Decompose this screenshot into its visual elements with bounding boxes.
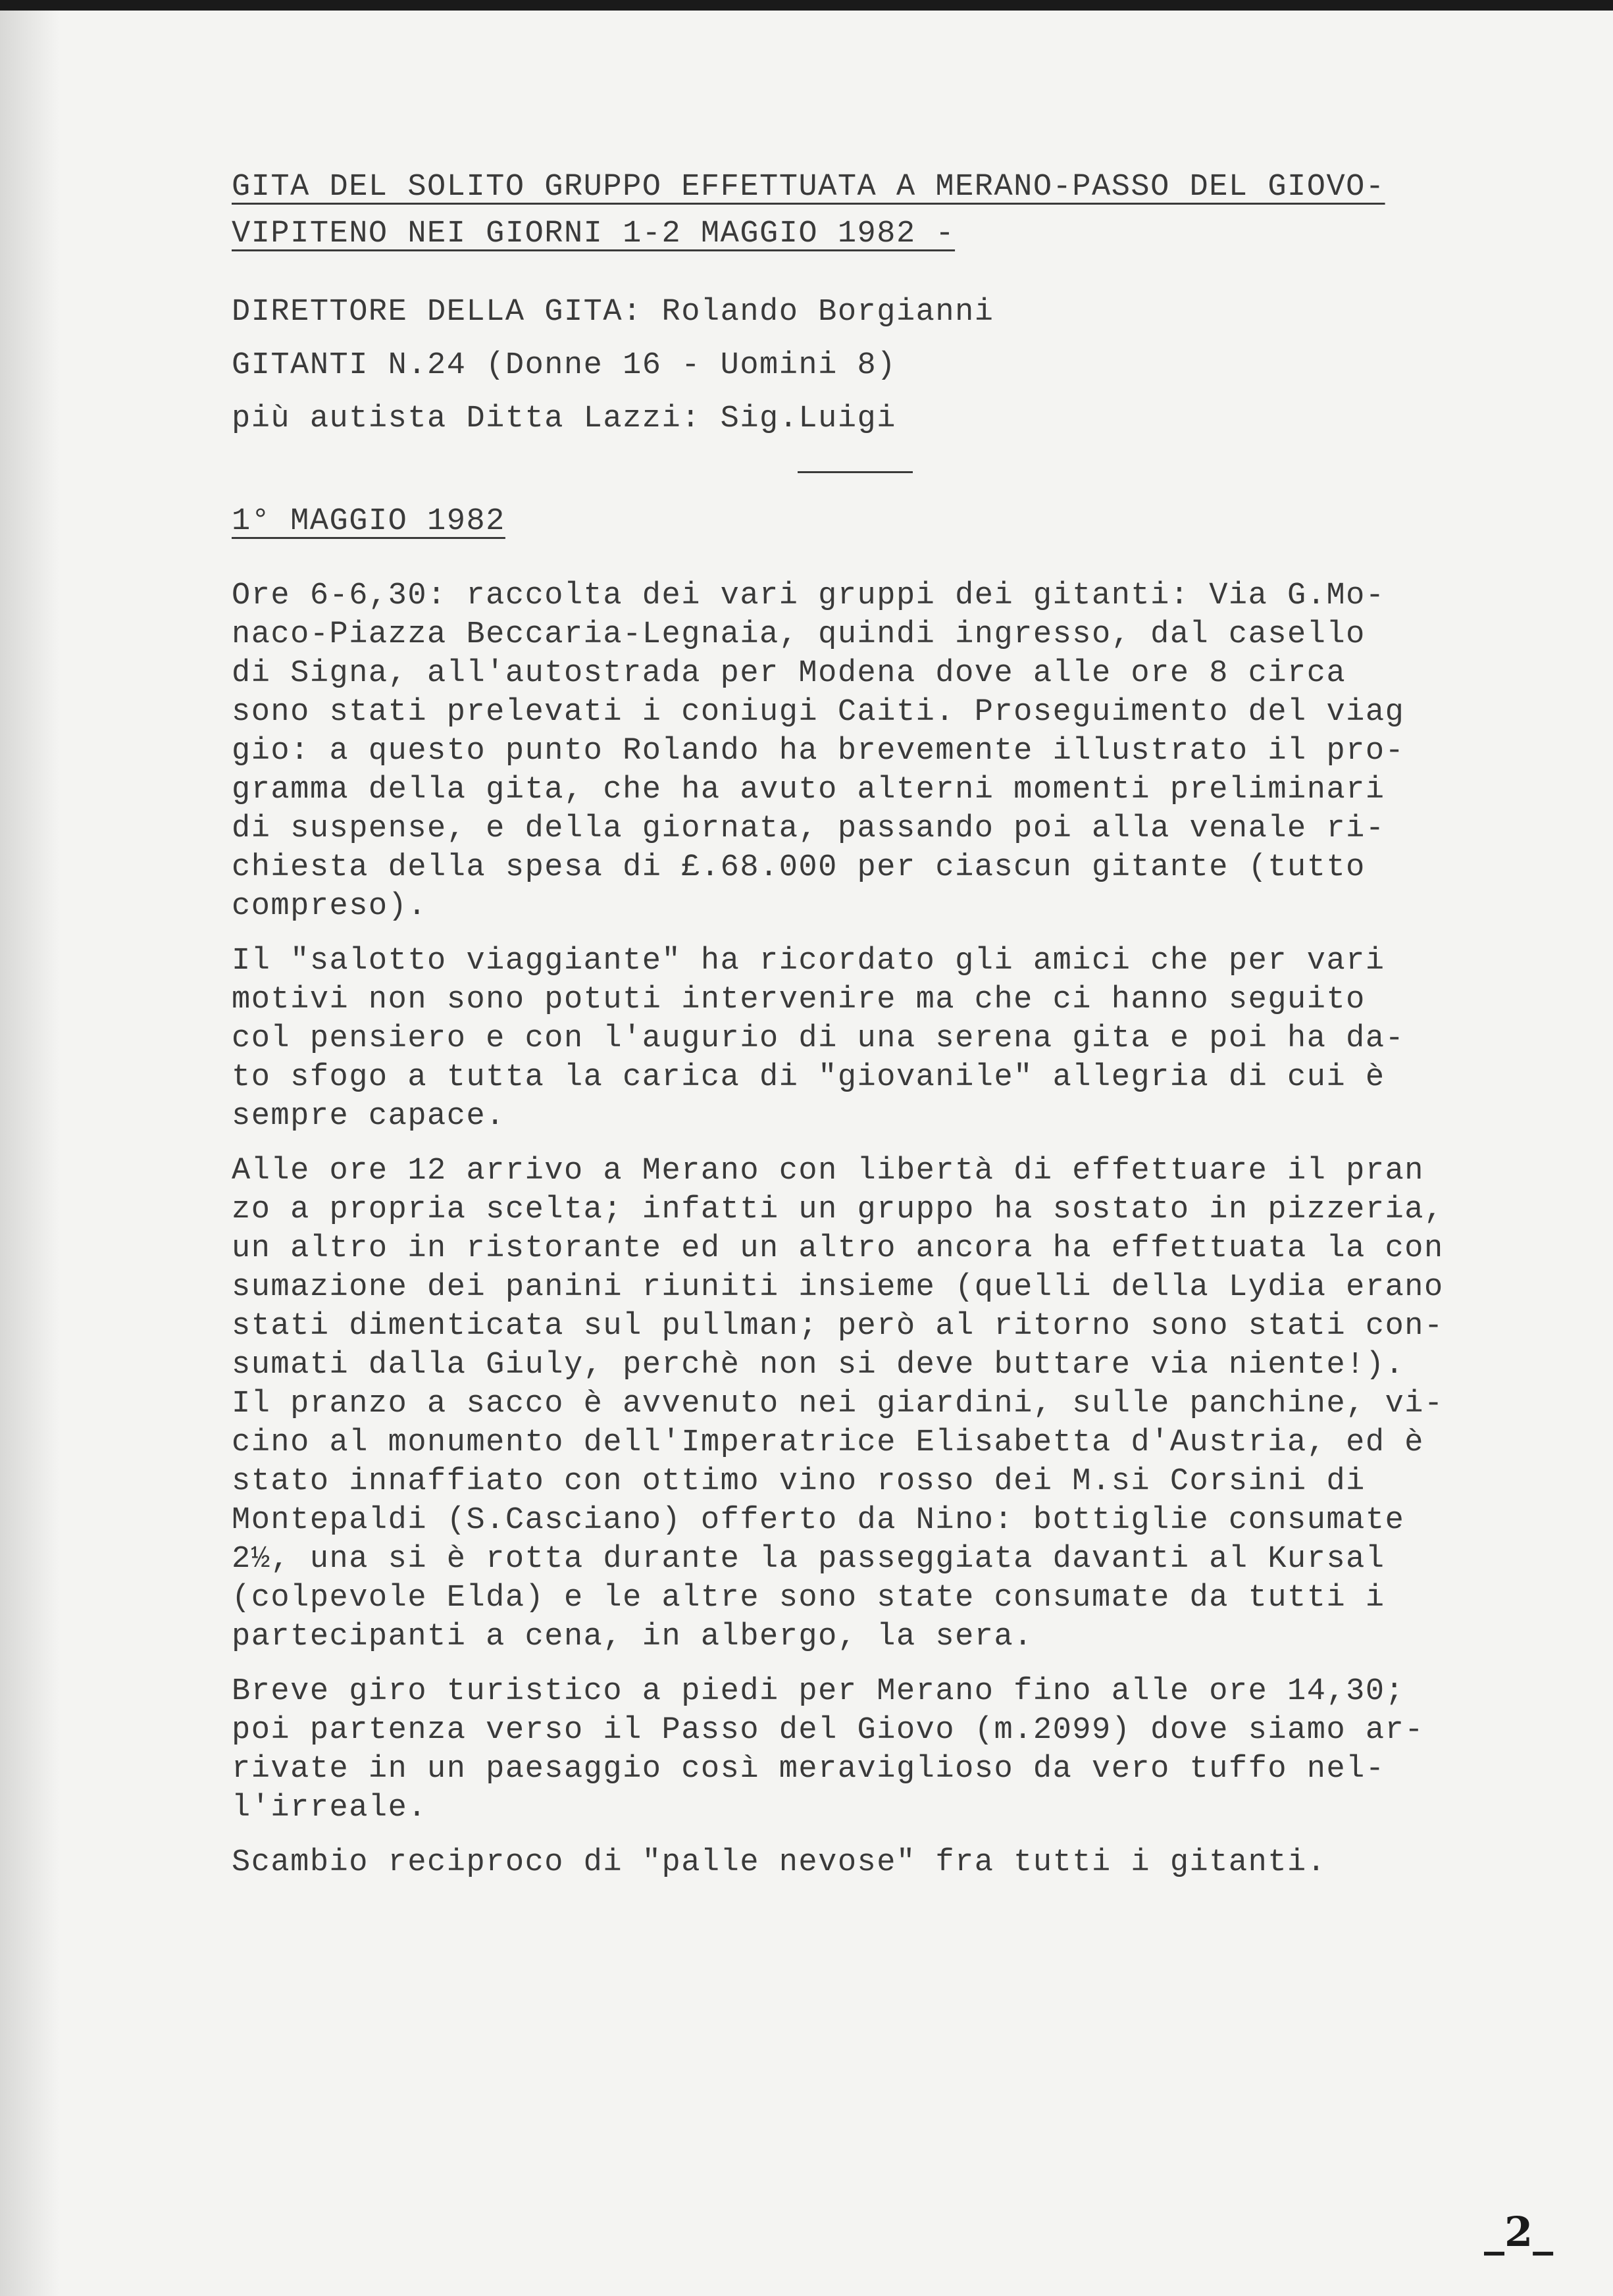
text-line: stato innaffiato con ottimo vino rosso dei M.si Corsini di — [232, 1464, 1366, 1499]
text-line: Montepaldi (S.Casciano) offerto da Nino: bottiglie consumate — [232, 1503, 1405, 1538]
text-line: sono stati prelevati i coniugi Caiti. Proseguimento del viag — [232, 695, 1405, 730]
page-number: _2_ — [1484, 2208, 1554, 2256]
text-line: Il pranzo a sacco è avvenuto nei giardini, sulle panchine, vi- — [232, 1387, 1444, 1421]
section-heading: 1° MAGGIO 1982 — [232, 504, 505, 539]
text-line: di suspense, e della giornata, passando poi alla venale ri- — [232, 811, 1385, 846]
text-line: Il "salotto viaggiante" ha ricordato gli amici che per vari — [232, 944, 1385, 979]
trip-driver: più autista Ditta Lazzi: Sig.Luigi — [232, 401, 896, 436]
text-line: sempre capace. — [232, 1099, 505, 1134]
scan-top-edge — [0, 0, 1613, 11]
text-line: poi partenza verso il Passo del Giovo (m.2099) dove siamo ar- — [232, 1713, 1424, 1748]
text-line: motivi non sono potuti intervenire ma che ci hanno seguito — [232, 982, 1366, 1017]
text-line: l'irreale. — [232, 1791, 428, 1825]
scan-left-shadow — [0, 11, 59, 2296]
text-line: cino al monumento dell'Imperatrice Elisabetta d'Austria, ed è — [232, 1425, 1424, 1460]
document-title — [232, 168, 1482, 253]
document-page — [232, 168, 1482, 1898]
text-line: 2½, una si è rotta durante la passeggiata davanti al Kursal — [232, 1542, 1385, 1577]
text-line: sumati dalla Giuly, perchè non si deve buttare via niente!). — [232, 1348, 1405, 1383]
document-body — [232, 576, 1482, 1882]
text-line: compreso). — [232, 889, 428, 924]
paragraph-2 — [232, 942, 1482, 1136]
text-line: Ore 6-6,30: raccolta dei vari gruppi dei gitanti: Via G.Mo- — [232, 578, 1385, 613]
text-line: gramma della gita, che ha avuto alterni momenti preliminari — [232, 773, 1385, 807]
text-line: to sfogo a tutta la carica di "giovanile" allegria di cui è — [232, 1060, 1385, 1095]
title-line-2: VIPITENO NEI GIORNI 1-2 MAGGIO 1982 - — [232, 217, 956, 251]
text-line: col pensiero e con l'augurio di una serena gita e poi ha da- — [232, 1021, 1405, 1056]
paragraph-3 — [232, 1152, 1482, 1656]
paragraph-4 — [232, 1672, 1482, 1827]
text-line: un altro in ristorante ed un altro ancora ha effettuata la con — [232, 1231, 1444, 1266]
trip-director: DIRETTORE DELLA GITA: Rolando Borgianni — [232, 295, 994, 330]
paragraph-1 — [232, 576, 1482, 926]
text-line: zo a propria scelta; infatti un gruppo ha sostato in pizzeria, — [232, 1192, 1444, 1227]
text-line: di Signa, all'autostrada per Modena dove alle ore 8 circa — [232, 656, 1346, 691]
text-line: gio: a questo punto Rolando ha brevemente illustrato il pro- — [232, 734, 1405, 769]
title-line-1: GITA DEL SOLITO GRUPPO EFFETTUATA A MERANO-PASSO DEL GIOVO- — [232, 170, 1385, 205]
text-line: Scambio reciproco di "palle nevose" fra tutti i gitanti. — [232, 1845, 1327, 1880]
trip-participants: GITANTI N.24 (Donne 16 - Uomini 8) — [232, 348, 896, 383]
separator-rule — [798, 471, 913, 473]
trip-info — [232, 293, 1482, 438]
text-line: naco-Piazza Beccaria-Legnaia, quindi ingresso, dal casello — [232, 617, 1366, 652]
text-line: partecipanti a cena, in albergo, la sera. — [232, 1620, 1033, 1654]
text-line: sumazione dei panini riuniti insieme (quelli della Lydia erano — [232, 1270, 1444, 1305]
text-line: stati dimenticata sul pullman; però al ritorno sono stati con- — [232, 1309, 1444, 1344]
text-line: Breve giro turistico a piedi per Merano fino alle ore 14,30; — [232, 1674, 1405, 1709]
text-line: chiesta della spesa di £.68.000 per ciascun gitante (tutto — [232, 850, 1366, 885]
text-line: Alle ore 12 arrivo a Merano con libertà di effettuare il pran — [232, 1154, 1424, 1188]
paragraph-5 — [232, 1843, 1482, 1882]
text-line: rivate in un paesaggio così meraviglioso da vero tuffo nel- — [232, 1752, 1385, 1787]
text-line: (colpevole Elda) e le altre sono state consumate da tutti i — [232, 1581, 1385, 1616]
